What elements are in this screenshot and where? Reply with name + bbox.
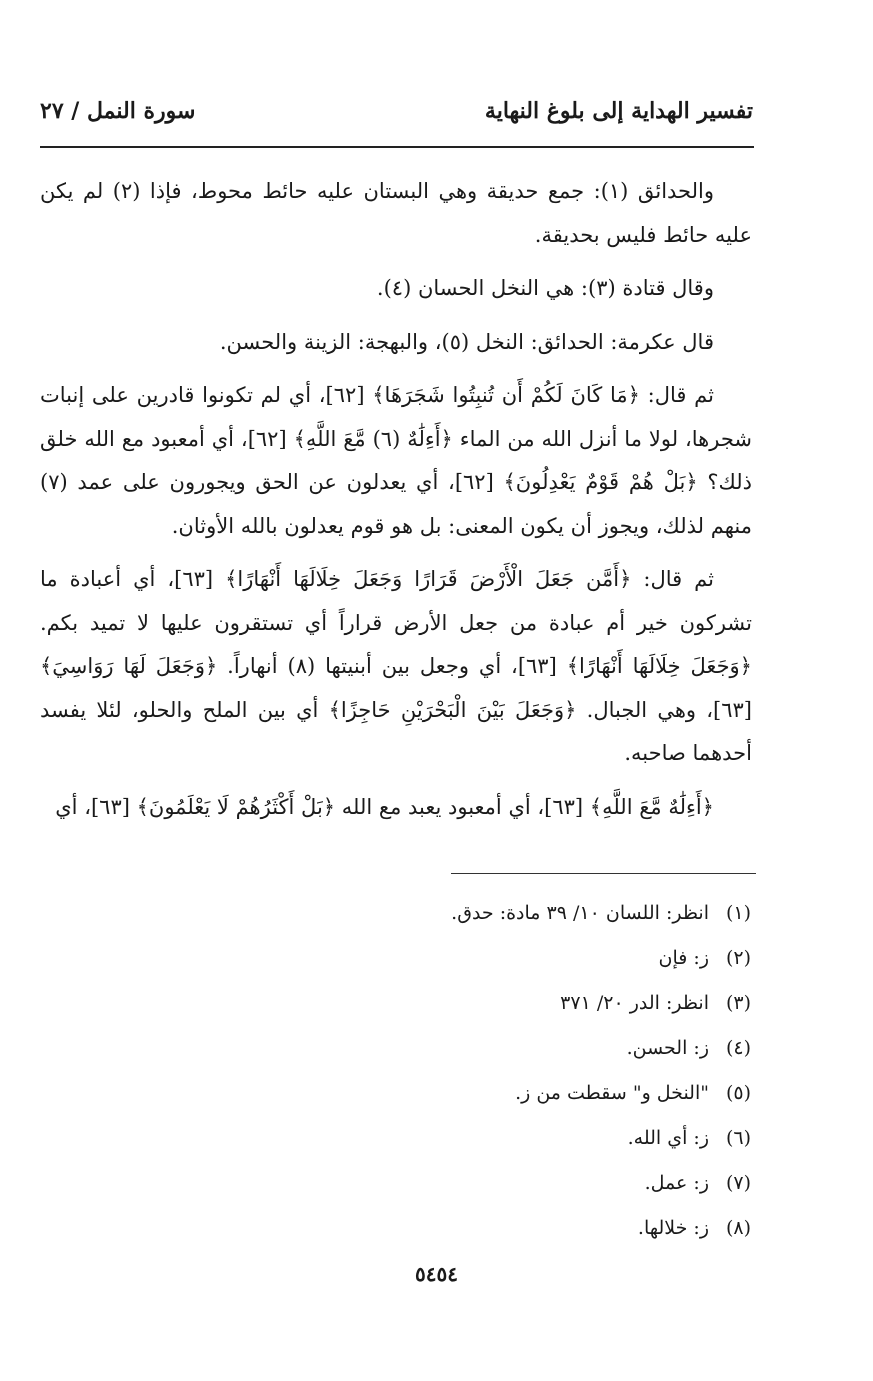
paragraph: وقال قتادة (٣): هي النخل الحسان (٤). [376,276,714,300]
footnote [251,1033,751,1078]
footnote-number: (٧) [725,1172,751,1194]
footnote-text: ز: عمل. [644,1172,709,1194]
footnote-number: (٢) [725,947,751,969]
footnote [251,1078,751,1123]
footnote-text: ز: أي الله. [627,1127,709,1149]
book-title: تفسير الهداية إلى بلوغ النهاية [484,98,753,124]
footnote [251,1123,751,1168]
footnote [251,943,751,988]
footnote-separator [451,873,756,874]
footnote-number: (٤) [725,1037,751,1059]
paragraph: قال عكرمة: الحدائق: النخل (٥)، والبهجة: الزينة والحسن. [219,329,714,354]
footnote-text: انظر: الدر ٢٠/ ٣٧١ [560,992,709,1014]
footnote-number: (٥) [725,1082,751,1104]
footnote-text: ز: الحسن. [626,1037,709,1059]
footnote-number: (١) [725,902,751,924]
paragraph: ثم قال: ﴿مَا كَانَ لَكُمْ أَن تُنبِتُوا شَجَرَهَا﴾ [٦٢]، أي لم تكونوا قادرين على إنبات شجرها، لولا ما أنزل الله من الماء ﴿أَءِلَٰهٌ (٦) مَّعَ اللَّهِ﴾ [٦٢]، أي أمعبود مع الله خلق ذلك؟ ﴿بَلْ هُمْ قَوْمٌ يَعْدِلُونَ﴾ [٦٢]، أي يعدلون عن الحق ويجورون على عمد (٧) منهم لذلك، ويجوز أن يكون المعنى: بل هو قوم يعدلون بالله الأوثان. [40,383,752,538]
paragraph: والحدائق (١): جمع حديقة وهي البستان عليه حائط محوط، فإذا (٢) لم يكن عليه حائط فليس بحديقة. [40,179,752,247]
footnote-text: "النخل و" سقطت من ز. [515,1082,709,1104]
footnote-text: ز: فإن [658,947,709,969]
footnotes [251,898,751,1258]
header-rule [40,146,754,148]
paragraph: ثم قال: ﴿أَمَّن جَعَلَ الْأَرْضَ قَرَارًا وَجَعَلَ خِلَالَهَا أَنْهَارًا﴾ [٦٣]، أي أعبادة ما تشركون خير أم عبادة من جعل الأرض قراراً أي تستقرون عليها لا تميد بكم. ﴿وَجَعَلَ خِلَالَهَا أَنْهَارًا﴾ [٦٣]، أي وجعل بين أبنيتها (٨) أنهاراً. ﴿وَجَعَلَ لَهَا رَوَاسِيَ﴾ [٦٣]، وهي الجبال. ﴿وَجَعَلَ بَيْنَ الْبَحْرَيْنِ حَاجِزًا﴾ أي بين الملح والحلو، لئلا يفسد أحدهما صاحبه. [40,567,752,765]
paragraph: ﴿أَءِلَٰهٌ مَّعَ اللَّهِ﴾ [٦٣]، أي أمعبود يعبد مع الله ﴿بَلْ أَكْثَرُهُمْ لَا يَعْلَمُونَ﴾ [٦٣]، أي [55,794,714,819]
footnote-number: (٨) [725,1217,751,1239]
page-number: ٥٤٥٤ [415,1262,458,1286]
running-header [40,98,753,138]
footnote [251,898,751,943]
footnote-number: (٦) [725,1127,751,1149]
surah-page-label: سورة النمل / ٢٧ [40,98,196,124]
footnote [251,1168,751,1213]
footnote-number: (٣) [725,992,751,1014]
footnote-text: ز: خلالها. [637,1217,709,1239]
footnote [251,1213,751,1258]
footnote [251,988,751,1033]
main-text [40,170,752,839]
footnote-text: انظر: اللسان ١٠/ ٣٩ مادة: حدق. [451,902,709,924]
